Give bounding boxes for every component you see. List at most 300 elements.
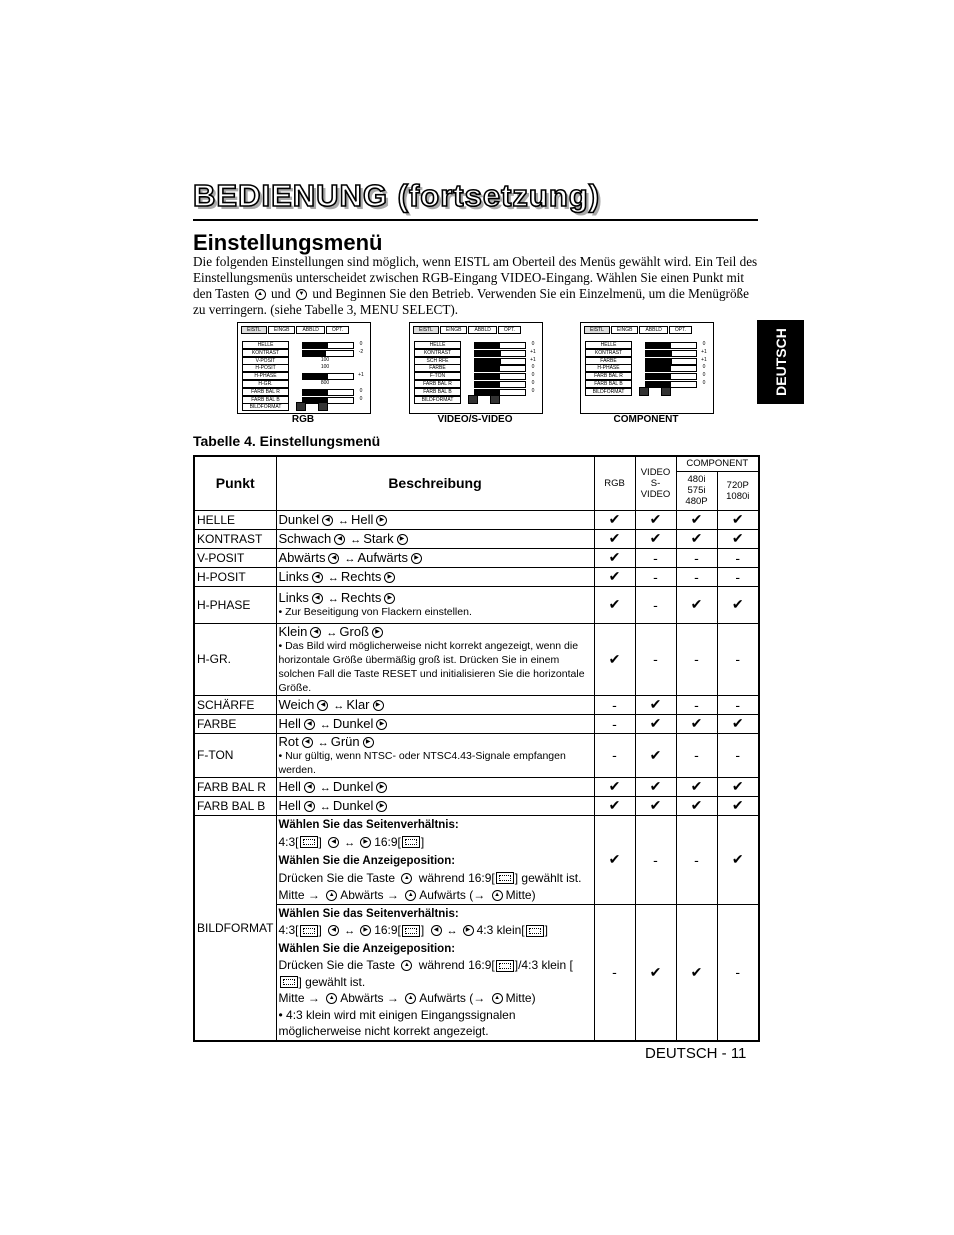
- row-mark: -: [676, 548, 717, 567]
- row-description: [276, 714, 594, 733]
- arrow-both-icon: ↔: [319, 719, 331, 731]
- header-component-hd: 720P 1080i: [717, 471, 759, 510]
- menu-row-bar-fill: [475, 374, 500, 379]
- range-end: Grün: [330, 733, 360, 749]
- menu-tab: EISTL: [241, 326, 267, 334]
- bildformat-heading: Wählen Sie die Anzeigeposition:: [278, 942, 456, 955]
- row-mark: -: [676, 815, 717, 904]
- menu-row-value: 0: [359, 387, 363, 394]
- table-row: [194, 714, 759, 733]
- bildformat-text: 16:9[: [374, 834, 401, 849]
- row-punkt: FARB BAL R: [194, 777, 276, 796]
- range-start: Links: [278, 569, 309, 584]
- menu-row-label: FARB BAL B: [585, 380, 632, 388]
- row-mark: ✔: [717, 714, 759, 733]
- menu-row-value: 0: [359, 341, 363, 347]
- row-punkt: BILDFORMAT: [194, 815, 276, 1041]
- up-key-icon: ▲: [326, 890, 337, 901]
- row-mark: ✔: [635, 529, 676, 548]
- left-key-icon: ◀: [334, 534, 345, 545]
- table-row: [194, 548, 759, 567]
- aspect-icon: [402, 836, 420, 848]
- intro-text-2: und Beginnen Sie den Betrieb. Verwenden Sie ein Einzelmenü, um die Menügröße zu verringern. (siehe Tabelle 3, MENU SELECT).: [193, 286, 749, 317]
- left-key-icon: ◀: [304, 782, 315, 793]
- aspect-43-icon: [639, 387, 649, 396]
- range-end: Rechts: [340, 590, 382, 605]
- row-mark: ✔: [635, 733, 676, 777]
- aspect-icon: [300, 925, 318, 937]
- row-mark: -: [635, 586, 676, 623]
- menu-tab: OPT.: [669, 326, 692, 334]
- menu-tab: EINGB: [611, 326, 639, 334]
- row-mark: ✔: [635, 714, 676, 733]
- menu-row: [242, 380, 370, 386]
- menu-row: [414, 349, 542, 355]
- left-key-icon: ◀: [302, 737, 313, 748]
- table-row: [194, 777, 759, 796]
- row-mark: -: [635, 815, 676, 904]
- row-description: [276, 695, 594, 714]
- aspect-icon: [280, 976, 298, 988]
- up-key-icon: ▲: [405, 890, 416, 901]
- menu-row-bar-fill: [646, 359, 672, 364]
- menu-row-label: H-PHASE: [242, 372, 289, 380]
- row-mark: -: [717, 733, 759, 777]
- left-key-icon: ◀: [317, 700, 328, 711]
- bildformat-text: Mitte →: [278, 887, 320, 902]
- menu-screen-caption: RGB: [291, 414, 315, 425]
- menu-row-bar-fill: [646, 366, 671, 371]
- menu-row: [585, 388, 713, 394]
- row-mark: ✔: [717, 510, 759, 529]
- row-mark: -: [676, 567, 717, 586]
- bildformat-text: während 16:9[: [418, 958, 495, 972]
- bildformat-text: ]: [420, 834, 425, 849]
- row-note: • Nur gültig, wenn NTSC- oder NTSC4.43-Signale empfangen werden.: [278, 749, 566, 776]
- menu-screen: [580, 322, 714, 414]
- menu-row-bar-fill: [475, 343, 500, 348]
- menu-row-label: F-TON: [414, 372, 461, 380]
- menu-row: [585, 349, 713, 355]
- row-mark: ✔: [717, 815, 759, 904]
- up-key-icon: ▲: [405, 993, 416, 1004]
- intro-text-1: Die folgenden Einstellungen sind möglich, wenn EISTL am Oberteil des Menüs gewählt wird. Ein Teil des Einstellungsmenüs unterscheidet zwischen RGB-Eingang VIDEO-Eingang. Wählen Sie einen Punkt mit den Tasten: [193, 254, 758, 301]
- arrow-both-icon: ↔: [344, 925, 356, 937]
- aspect-169-icon: [318, 402, 328, 411]
- menu-screen: [409, 322, 543, 414]
- header-video: VIDEO S-VIDEO: [635, 456, 676, 510]
- title-divider: [193, 219, 758, 221]
- bildformat-text: Mitte): [505, 991, 536, 1005]
- row-mark: ✔: [594, 548, 635, 567]
- bildformat-text: 16:9[: [374, 923, 401, 937]
- menu-row-label: V-POSIT: [242, 357, 289, 365]
- down-key-icon: ▼: [296, 289, 307, 300]
- range-end: Dunkel: [332, 779, 374, 794]
- menu-row-value: 800: [320, 380, 330, 386]
- up-key-icon: ▲: [401, 873, 412, 884]
- row-mark: ✔: [594, 567, 635, 586]
- table-row: [194, 586, 759, 623]
- menu-tab: ABBLD: [296, 326, 324, 334]
- menu-row-value: 0: [702, 380, 706, 386]
- bildformat-text: ]: [420, 923, 425, 937]
- aspect-icon: [496, 960, 514, 972]
- menu-row-bar-fill: [303, 390, 328, 395]
- arrow-both-icon: ↔: [326, 626, 338, 639]
- table-caption: Tabelle 4. Einstellungsmenü: [193, 433, 381, 449]
- menu-row-value: 0: [359, 395, 363, 402]
- menu-row-value: +1: [701, 348, 707, 355]
- range-start: Hell: [278, 798, 301, 813]
- bildformat-text: • 4:3 klein wird mit einigen Eingangssignalen möglicherweise nicht korrekt angezeigt.: [278, 1007, 516, 1038]
- menu-row-bar-fill: [475, 382, 500, 387]
- menu-row: [585, 372, 713, 378]
- menu-row: [242, 357, 370, 363]
- arrow-both-icon: ↔: [350, 534, 362, 546]
- header-component-sd: 480i 575i 480P: [676, 471, 717, 510]
- arrow-both-icon: ↔: [337, 515, 349, 527]
- menu-row-value: +1: [701, 356, 707, 363]
- right-key-icon: ▶: [384, 593, 395, 604]
- row-description: [276, 510, 594, 529]
- row-description: [276, 796, 594, 815]
- menu-row-label: HELLE: [242, 341, 289, 349]
- right-key-icon: ▶: [372, 627, 383, 638]
- table-row: [194, 733, 759, 777]
- menu-row-bar-fill: [475, 351, 501, 356]
- menu-row: [242, 396, 370, 402]
- row-mark: ✔: [717, 586, 759, 623]
- menu-row-value: 0: [702, 364, 706, 371]
- menu-row-label: HELLE: [585, 341, 632, 349]
- bildformat-text: 4:3[: [278, 834, 299, 849]
- row-description: [276, 904, 594, 1041]
- right-key-icon: ▶: [363, 737, 374, 748]
- right-key-icon: ▶: [397, 534, 408, 545]
- arrow-both-icon: ↔: [327, 593, 339, 605]
- table-row: [194, 567, 759, 586]
- menu-tabs: [413, 326, 522, 334]
- row-mark: ✔: [635, 510, 676, 529]
- menu-row-value: 0: [702, 372, 706, 379]
- bildformat-text: Abwärts →: [340, 887, 399, 902]
- bildformat-text: Abwärts →: [340, 991, 399, 1005]
- menu-row: [242, 364, 370, 370]
- menu-row-label: KONTRAST: [242, 349, 289, 357]
- menu-tab: EINGB: [268, 326, 296, 334]
- left-key-icon: ◀: [328, 925, 339, 936]
- aspect-169-icon: [661, 387, 671, 396]
- aspect-169-icon: [490, 395, 500, 404]
- row-description: [276, 586, 594, 623]
- row-mark: ✔: [594, 777, 635, 796]
- menu-row-label: FARB BAL B: [414, 388, 461, 396]
- right-key-icon: ▶: [360, 837, 371, 848]
- up-key-icon: ▲: [255, 289, 266, 300]
- bildformat-text: ]: [544, 923, 548, 937]
- range-start: Weich: [278, 697, 315, 712]
- row-description: [276, 548, 594, 567]
- table-row: [194, 510, 759, 529]
- table-row: [194, 529, 759, 548]
- header-punkt: Punkt: [194, 456, 276, 510]
- menu-row-label: KONTRAST: [585, 349, 632, 357]
- left-key-icon: ◀: [312, 593, 323, 604]
- menu-row: [242, 372, 370, 378]
- menu-row-value: 0: [702, 341, 706, 347]
- menu-row-bar-fill: [303, 351, 326, 356]
- row-mark: ✔: [676, 586, 717, 623]
- table-row: [194, 904, 759, 1041]
- right-key-icon: ▶: [373, 700, 384, 711]
- menu-row: [242, 403, 370, 409]
- menu-row-bar-fill: [475, 359, 501, 364]
- arrow-both-icon: ↔: [317, 736, 329, 749]
- row-mark: ✔: [594, 586, 635, 623]
- menu-row-value: -2: [358, 348, 364, 355]
- menu-row: [585, 364, 713, 370]
- menu-row-value: +1: [530, 356, 536, 363]
- row-mark: -: [676, 733, 717, 777]
- menu-tab: OPT.: [498, 326, 521, 334]
- header-component: COMPONENT: [676, 456, 759, 471]
- bildformat-text: Drücken Sie die Taste: [278, 870, 396, 885]
- row-description: [276, 567, 594, 586]
- bildformat-heading: Wählen Sie das Seitenverhältnis:: [278, 818, 459, 831]
- range-end: Klar: [346, 697, 370, 712]
- row-punkt: V-POSIT: [194, 548, 276, 567]
- left-key-icon: ◀: [310, 627, 321, 638]
- row-mark: -: [635, 548, 676, 567]
- menu-row: [414, 357, 542, 363]
- bildformat-text: Aufwärts (→: [419, 887, 486, 902]
- menu-screen-caption: COMPONENT: [613, 414, 679, 425]
- row-mark: -: [717, 623, 759, 695]
- up-key-icon: ▲: [492, 890, 503, 901]
- bildformat-text: ] gewählt ist.: [514, 870, 582, 885]
- row-mark: -: [676, 695, 717, 714]
- menu-row-label: BILDFORMAT: [242, 403, 289, 411]
- row-punkt: H-PHASE: [194, 586, 276, 623]
- aspect-icon: [402, 925, 420, 937]
- menu-screen-caption: VIDEO/S-VIDEO: [437, 414, 513, 425]
- row-description: [276, 529, 594, 548]
- settings-table: [193, 455, 760, 1042]
- menu-row-label: H-GR.: [242, 380, 289, 388]
- right-key-icon: ▶: [411, 553, 422, 564]
- row-punkt: SCHÄRFE: [194, 695, 276, 714]
- row-mark: -: [635, 623, 676, 695]
- range-end: Stark: [363, 531, 394, 546]
- row-description: [276, 733, 594, 777]
- menu-row: [242, 341, 370, 347]
- menu-row-value: +1: [530, 348, 536, 355]
- bildformat-text: ]: [318, 923, 322, 937]
- menu-tab: ABBLD: [468, 326, 496, 334]
- table-row: [194, 796, 759, 815]
- row-mark: ✔: [594, 510, 635, 529]
- arrow-both-icon: ↔: [344, 553, 356, 565]
- menu-row-value: 0: [531, 364, 535, 371]
- language-tab: [757, 320, 804, 404]
- menu-row: [585, 357, 713, 363]
- range-end: Groß: [339, 623, 370, 639]
- row-mark: ✔: [635, 904, 676, 1041]
- range-start: Schwach: [278, 531, 332, 546]
- row-description: [276, 777, 594, 796]
- header-beschreibung: Beschreibung: [276, 456, 594, 510]
- menu-row-value: 0: [531, 372, 535, 379]
- row-mark: ✔: [635, 695, 676, 714]
- menu-tab: EISTL: [584, 326, 610, 334]
- menu-row-label: FARB BAL R: [242, 388, 289, 396]
- bildformat-text: Mitte →: [278, 991, 320, 1005]
- row-mark: ✔: [676, 529, 717, 548]
- row-note: • Das Bild wird möglicherweise nicht korrekt angezeigt, wenn die horizontale Größe übermäßig groß ist. Drücken Sie in einem solchen Fall die Taste RESET und initialisieren Sie die horizontale Größe.: [278, 639, 585, 694]
- row-mark: -: [717, 567, 759, 586]
- row-punkt: H-GR.: [194, 623, 276, 695]
- row-punkt: KONTRAST: [194, 529, 276, 548]
- row-description: [276, 815, 594, 904]
- right-key-icon: ▶: [376, 719, 387, 730]
- menu-tab: OPT.: [326, 326, 349, 334]
- row-mark: -: [594, 733, 635, 777]
- row-mark: ✔: [594, 529, 635, 548]
- menu-row: [414, 372, 542, 378]
- row-punkt: HELLE: [194, 510, 276, 529]
- menu-row-bar-fill: [475, 366, 500, 371]
- menu-row-bar-fill: [303, 343, 328, 348]
- menu-row: [585, 380, 713, 386]
- row-mark: ✔: [717, 777, 759, 796]
- up-key-icon: ▲: [492, 993, 503, 1004]
- section-heading: Einstellungsmenü: [193, 230, 383, 255]
- up-key-icon: ▲: [326, 993, 337, 1004]
- arrow-both-icon: ↔: [446, 925, 458, 937]
- menu-row-value: +1: [358, 372, 364, 379]
- menu-row-bar-fill: [303, 374, 328, 379]
- menu-tabs: [241, 326, 350, 334]
- arrow-both-icon: ↔: [327, 572, 339, 584]
- row-note: • Zur Beseitigung von Flackern einstellen.: [278, 606, 472, 618]
- menu-tabs: [584, 326, 693, 334]
- menu-row: [242, 388, 370, 394]
- row-mark: -: [717, 904, 759, 1041]
- bildformat-text: Aufwärts (→: [419, 991, 486, 1005]
- menu-row-value: 0: [531, 380, 535, 386]
- menu-tab: ABBLD: [639, 326, 667, 334]
- page-number: DEUTSCH - 11: [645, 1045, 747, 1062]
- range-start: Links: [278, 590, 309, 605]
- menu-row-value: 100: [320, 364, 330, 371]
- arrow-both-icon: ↔: [344, 836, 356, 849]
- menu-tab: EISTL: [413, 326, 439, 334]
- right-key-icon: ▶: [360, 925, 371, 936]
- range-start: Klein: [278, 623, 308, 639]
- menu-row-label: BILDFORMAT: [585, 388, 632, 396]
- menu-row-label: H-POSIT: [242, 364, 289, 372]
- left-key-icon: ◀: [304, 719, 315, 730]
- language-tab-label: DEUTSCH: [772, 328, 789, 396]
- menu-row: [242, 349, 370, 355]
- right-key-icon: ▶: [463, 925, 474, 936]
- range-start: Abwärts: [278, 550, 326, 565]
- menu-row-label: SCH RFE: [414, 357, 461, 365]
- row-mark: -: [594, 695, 635, 714]
- up-key-icon: ▲: [401, 960, 412, 971]
- intro-paragraph: [193, 254, 758, 318]
- row-mark: -: [594, 904, 635, 1041]
- menu-row-label: FARB BAL R: [585, 372, 632, 380]
- range-start: Hell: [278, 779, 301, 794]
- left-key-icon: ◀: [328, 837, 339, 848]
- table-row: [194, 695, 759, 714]
- menu-row: [414, 341, 542, 347]
- row-mark: -: [676, 623, 717, 695]
- row-mark: ✔: [594, 623, 635, 695]
- arrow-both-icon: ↔: [319, 801, 331, 813]
- aspect-43-icon: [468, 395, 478, 404]
- range-end: Hell: [350, 512, 374, 527]
- range-start: Rot: [278, 733, 299, 749]
- row-mark: ✔: [594, 796, 635, 815]
- range-end: Dunkel: [332, 798, 374, 813]
- bildformat-text: 4:3 klein[: [476, 923, 525, 937]
- aspect-icon: [496, 872, 514, 884]
- menu-row: [585, 341, 713, 347]
- table-row: [194, 623, 759, 695]
- right-key-icon: ▶: [376, 515, 387, 526]
- table-row: [194, 815, 759, 904]
- menu-row-bar-fill: [646, 351, 672, 356]
- left-key-icon: ◀: [304, 801, 315, 812]
- menu-row-value: 0: [531, 387, 535, 394]
- row-mark: -: [717, 548, 759, 567]
- left-key-icon: ◀: [328, 553, 339, 564]
- range-start: Hell: [278, 716, 301, 731]
- row-punkt: FARB BAL B: [194, 796, 276, 815]
- left-key-icon: ◀: [322, 515, 333, 526]
- page-title: BEDIENUNG (fortsetzung): [193, 178, 601, 213]
- menu-row-label: H-PHASE: [585, 364, 632, 372]
- bildformat-text: ]: [318, 834, 322, 849]
- aspect-43-icon: [296, 402, 306, 411]
- menu-row-label: FARB BAL R: [414, 380, 461, 388]
- menu-screen: [237, 322, 371, 414]
- range-end: Rechts: [340, 569, 382, 584]
- row-description: [276, 623, 594, 695]
- aspect-icon: [300, 836, 318, 848]
- menu-row-label: BILDFORMAT: [414, 396, 461, 404]
- menu-row-bar-fill: [646, 374, 671, 379]
- header-rgb: RGB: [594, 456, 635, 510]
- bildformat-text: Mitte): [505, 887, 536, 902]
- left-key-icon: ◀: [312, 572, 323, 583]
- row-mark: ✔: [676, 510, 717, 529]
- intro-und: und: [270, 286, 291, 301]
- bildformat-text: Drücken Sie die Taste: [278, 958, 396, 972]
- row-punkt: FARBE: [194, 714, 276, 733]
- bildformat-text: 4:3[: [278, 923, 299, 937]
- arrow-both-icon: ↔: [333, 700, 345, 712]
- menu-row-label: FARBE: [585, 357, 632, 365]
- row-mark: -: [717, 695, 759, 714]
- row-mark: ✔: [635, 777, 676, 796]
- menu-row-bar-fill: [646, 343, 671, 348]
- menu-row-label: FARB BAL B: [242, 396, 289, 404]
- row-mark: ✔: [676, 796, 717, 815]
